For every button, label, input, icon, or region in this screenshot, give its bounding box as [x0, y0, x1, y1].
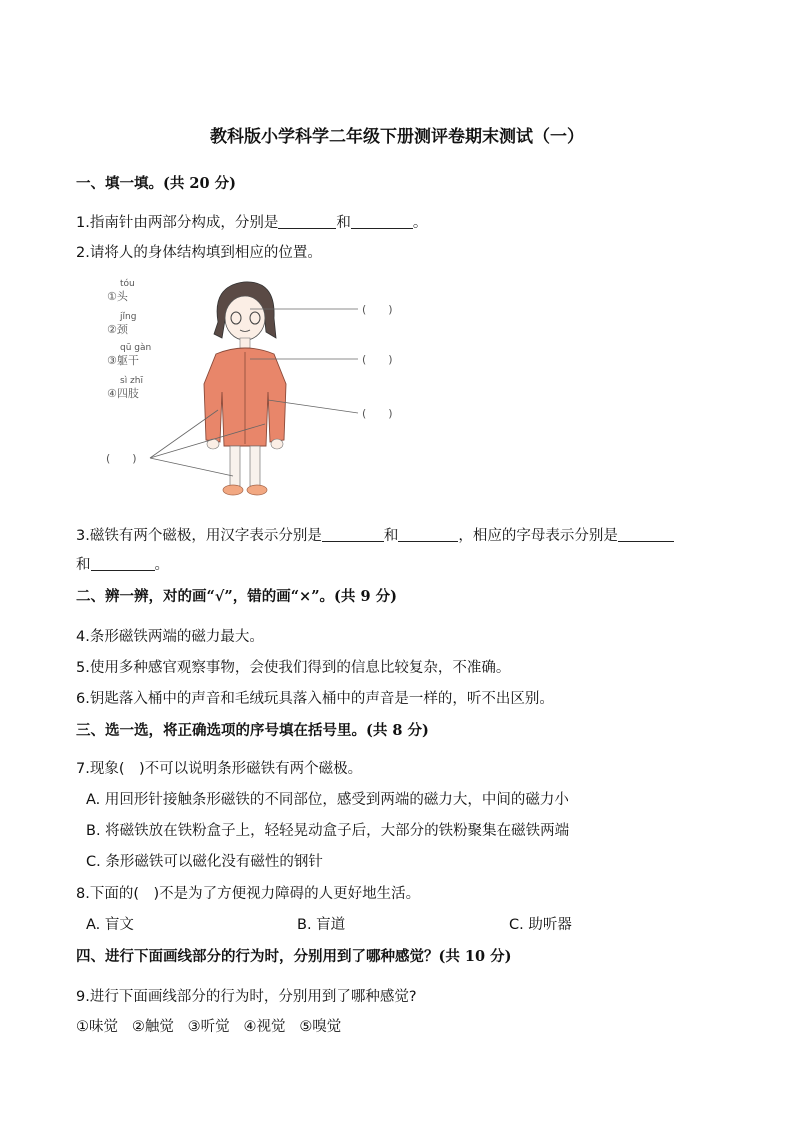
q3-text-b: 和 [383, 528, 399, 544]
q9-sense-options [76, 1015, 341, 1036]
pinyin-qugan: qū gàn [120, 343, 152, 353]
girl-figure [204, 282, 286, 495]
question-8: 8.下面的( )不是为了方便视力障碍的人更好地生活。 [76, 886, 421, 902]
answer-blank[interactable] [618, 526, 674, 542]
question-2: 2.请将人的身体结构填到相应的位置。 [76, 245, 322, 261]
sense-option-smell: ⑤嗅觉 [299, 1019, 342, 1035]
q1-text-a: 1.指南针由两部分构成，分别是 [76, 215, 279, 231]
page-title: 教科版小学科学二年级下册测评卷期末测试（一） [210, 127, 584, 147]
pinyin-jing: jǐng [120, 312, 137, 322]
label-limbs: ④四肢 [107, 387, 139, 400]
question-4: 4.条形磁铁两端的磁力最大。 [76, 629, 264, 645]
label-trunk: ③躯干 [107, 354, 139, 367]
question-3 [76, 524, 674, 545]
q1-text-c: 。 [412, 215, 428, 231]
question-5: 5.使用多种感官观察事物，会使我们得到的信息比较复杂，不准确。 [76, 660, 511, 676]
question-1 [76, 211, 427, 232]
section-1-heading: 一、填一填。(共 20 分) [76, 175, 236, 192]
q3-text-c: ，相应的字母表示分别是 [458, 528, 618, 544]
q8-option-a[interactable]: A. 盲文 [86, 917, 134, 933]
label-head: ①头 [107, 290, 128, 303]
answer-blank[interactable] [278, 213, 336, 229]
answer-blank[interactable] [351, 213, 413, 229]
answer-blank[interactable] [322, 526, 384, 542]
sense-option-taste: ①味觉 [76, 1019, 118, 1035]
question-6: 6.钥匙落入桶中的声音和毛绒玩具落入桶中的声音是一样的，听不出区别。 [76, 691, 554, 707]
paren-trunk: ( ) [362, 407, 393, 420]
question-7: 7.现象( )不可以说明条形磁铁有两个磁极。 [76, 761, 363, 777]
q8-option-b[interactable]: B. 盲道 [297, 917, 346, 933]
section-2-heading: 二、辨一辨，对的画“√”，错的画“×”。(共 9 分) [76, 588, 397, 605]
pinyin-sizhi: sì zhī [120, 376, 143, 386]
section-4-heading: 四、进行下面画线部分的行为时，分别用到了哪种感觉？(共 10 分) [76, 948, 512, 965]
q7-option-b[interactable]: B. 将磁铁放在铁粉盒子上，轻轻晃动盒子后，大部分的铁粉聚集在磁铁两端 [86, 823, 570, 839]
section-3-heading: 三、选一选，将正确选项的序号填在括号里。(共 8 分) [76, 722, 429, 739]
paren-neck: ( ) [362, 353, 393, 366]
q1-text-b: 和 [336, 215, 351, 231]
q3-text-e: 。 [154, 557, 169, 573]
pinyin-tou: tóu [120, 279, 135, 289]
q3-text-a: 3.磁铁有两个磁极，用汉字表示分别是 [76, 528, 322, 544]
answer-blank[interactable] [91, 555, 155, 571]
body-structure-illustration [100, 272, 420, 507]
sense-option-sight: ④视觉 [243, 1019, 286, 1035]
sense-option-hearing: ③听觉 [187, 1019, 230, 1035]
q7-option-a[interactable]: A. 用回形针接触条形磁铁的不同部位，感受到两端的磁力大，中间的磁力小 [86, 792, 569, 808]
label-neck: ②颈 [107, 323, 128, 336]
answer-blank[interactable] [398, 526, 458, 542]
question-9: 9.进行下面画线部分的行为时，分别用到了哪种感觉? [76, 989, 417, 1005]
paren-limbs: ( ) [106, 452, 137, 465]
q8-option-c[interactable]: C. 助听器 [509, 917, 572, 933]
q7-option-c[interactable]: C. 条形磁铁可以磁化没有磁性的钢针 [86, 854, 323, 870]
sense-option-touch: ②触觉 [131, 1019, 174, 1035]
q3-text-d: 和 [76, 557, 91, 573]
question-3-continued [76, 553, 169, 574]
paren-head: ( ) [362, 303, 393, 316]
